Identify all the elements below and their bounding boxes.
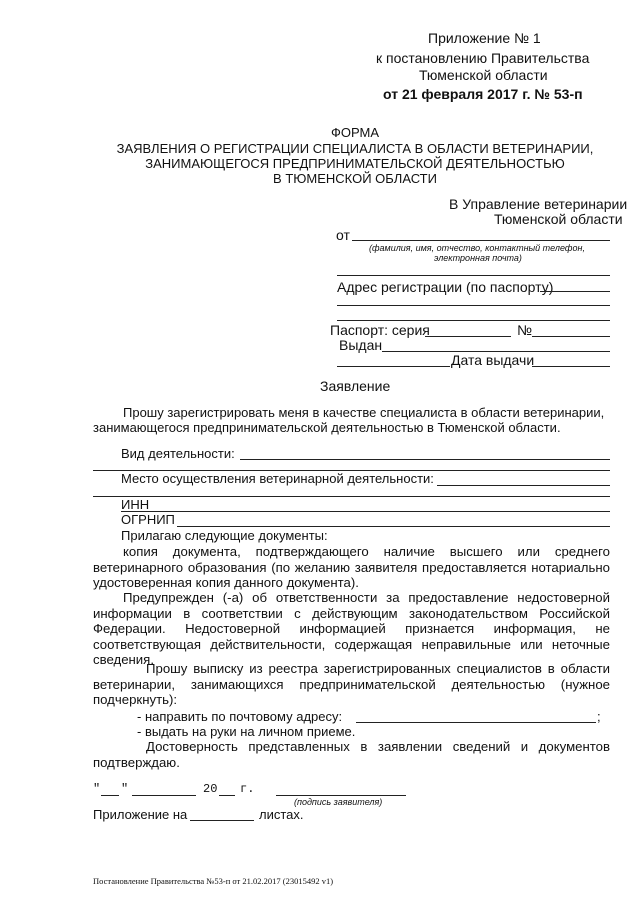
appendix-resolution: к постановлению Правительства <box>376 50 590 66</box>
date-year-field[interactable] <box>219 795 235 796</box>
inn-label: ИНН <box>121 497 150 512</box>
extract-text: Прошу выписку из реестра зарегистрированных специалистов в области ветеринарии, занимающихся предпринимательской деятельностью (нужное подчеркнуть): <box>93 661 610 707</box>
registration-field[interactable] <box>540 291 610 292</box>
signature-hint: (подпись заявителя) <box>294 797 383 807</box>
registration-field-3[interactable] <box>337 320 610 321</box>
issue-date-label: Дата выдачи <box>451 352 535 368</box>
place-field-2[interactable] <box>93 496 610 497</box>
option-mail: - направить по почтовому адресу: <box>137 709 343 724</box>
signature-field[interactable] <box>276 795 406 796</box>
mail-address-field[interactable] <box>356 722 596 723</box>
warning-text: Предупрежден (-а) об ответственности за предоставление недостоверной информации в соответствии с действующим законодательством Российской Федерации. Недостоверной информацией признается информация, не соответствующая действительности, содержащая неправильные или неточные сведения. <box>93 590 610 667</box>
addressee-line2: Тюменской области <box>494 211 623 227</box>
passport-number-field[interactable] <box>532 336 610 337</box>
passport-series-label: Паспорт: серия <box>330 322 430 338</box>
issued-label: Выдан <box>339 337 383 353</box>
activity-label: Вид деятельности: <box>121 446 235 461</box>
issue-date-field[interactable] <box>532 366 610 367</box>
inn-field[interactable] <box>121 511 610 512</box>
attachment-label: Приложение на <box>93 807 188 822</box>
attachment-suffix: листах. <box>259 807 304 822</box>
registration-label: Адрес регистрации (по паспорту) <box>337 279 554 295</box>
issued-field-2[interactable] <box>337 366 450 367</box>
option-hand: - выдать на руки на личном приеме. <box>137 724 356 739</box>
place-label: Место осуществления ветеринарной деятельности: <box>121 471 434 486</box>
registration-field-2[interactable] <box>337 305 610 306</box>
from-label: от <box>336 227 350 243</box>
request-line2: занимающегося предпринимательской деятельностью в Тюменской области. <box>93 420 561 435</box>
form-title-line3: ЗАНИМАЮЩЕГОСЯ ПРЕДПРИНИМАТЕЛЬСКОЙ ДЕЯТЕЛЬНОСТЬЮ <box>145 156 565 171</box>
from-hint-1: (фамилия, имя, отчество, контактный телефон, <box>369 243 585 253</box>
date-quote-close: " <box>121 782 129 796</box>
attachment-pages-field[interactable] <box>190 820 254 821</box>
place-field[interactable] <box>437 485 610 486</box>
appendix-number: Приложение № 1 <box>428 30 541 46</box>
from-field-2[interactable] <box>337 275 610 276</box>
form-title: ФОРМА <box>330 125 380 140</box>
date-quote-open: " <box>93 782 101 796</box>
doc-text: копия документа, подтверждающего наличие высшего или среднего ветеринарного образования (по желанию заявителя предоставляется нотариально удостоверенная копия данного документа). <box>93 544 610 590</box>
request-line1: Прошу зарегистрировать меня в качестве специалиста в области ветеринарии, <box>123 405 605 420</box>
option-mail-end: ; <box>597 709 601 724</box>
form-title-line4: В ТЮМЕНСКОЙ ОБЛАСТИ <box>273 171 437 186</box>
appendix-region: Тюменской области <box>419 67 548 83</box>
footer-text: Постановление Правительства №53-п от 21.02.2017 (23015492 v1) <box>93 876 334 886</box>
from-field[interactable] <box>352 240 610 241</box>
activity-field[interactable] <box>240 459 610 460</box>
date-day-field[interactable] <box>101 795 119 796</box>
statement-heading: Заявление <box>320 378 391 394</box>
year-prefix: 20 <box>203 782 218 796</box>
passport-series-field[interactable] <box>425 336 511 337</box>
passport-number-label: № <box>517 322 533 338</box>
date-month-field[interactable] <box>132 795 196 796</box>
confirm-text: Достоверность представленных в заявлении сведений и документов подтверждаю. <box>93 739 610 770</box>
ogrnip-label: ОГРНИП <box>121 512 175 527</box>
addressee-line1: В Управление ветеринарии <box>449 196 628 212</box>
appendix-date: от 21 февраля 2017 г. № 53-п <box>383 86 583 102</box>
year-suffix: г. <box>240 782 255 796</box>
from-hint-2: электронная почта) <box>434 253 522 263</box>
form-title-line2: ЗАЯВЛЕНИЯ О РЕГИСТРАЦИИ СПЕЦИАЛИСТА В ОБЛАСТИ ВЕТЕРИНАРИИ, <box>116 141 594 156</box>
attach-label: Прилагаю следующие документы: <box>121 528 328 543</box>
ogrnip-field[interactable] <box>177 526 610 527</box>
